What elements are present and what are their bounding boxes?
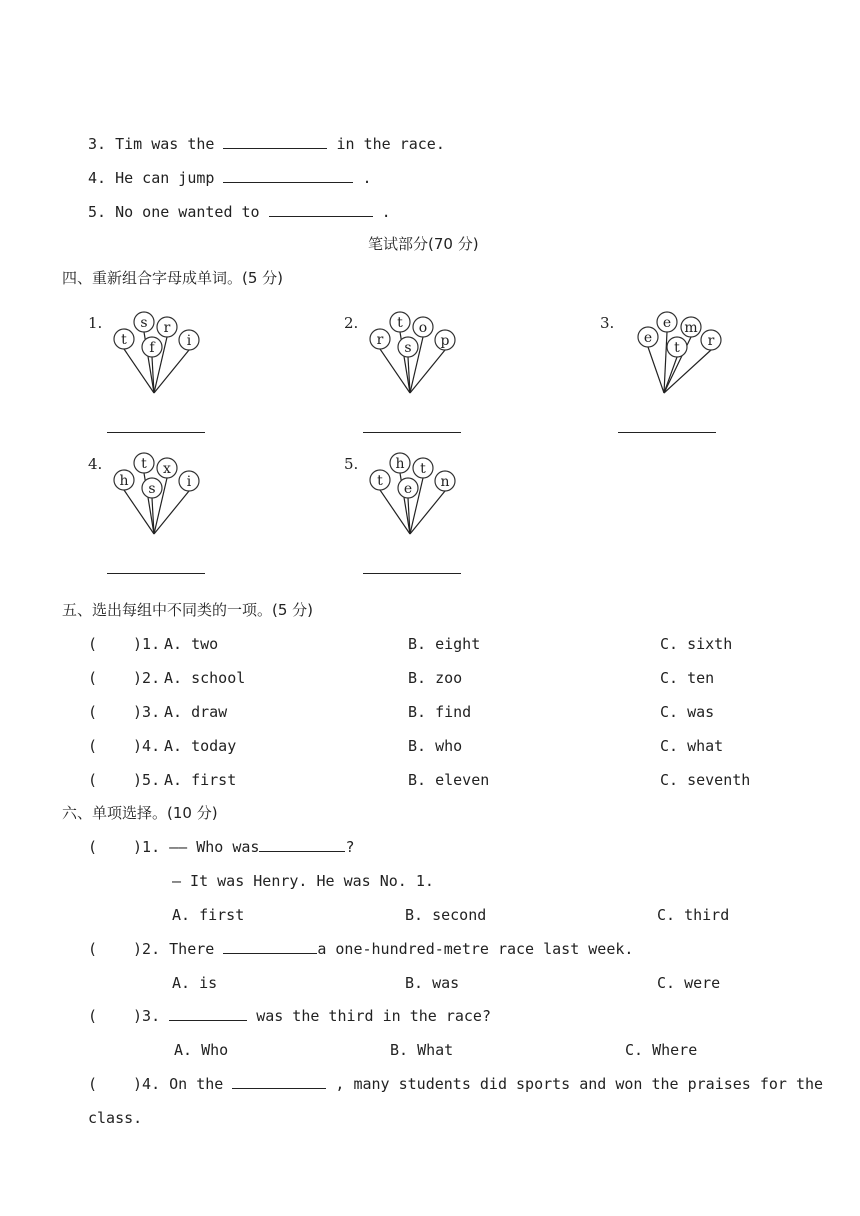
q3-option-a[interactable]: A. Who [174,1041,229,1059]
answer-blank[interactable] [259,837,345,852]
question-4: ( )4. On the , many students did sports and won the praises for the [88,1075,824,1093]
balloon-letter: t [121,332,127,348]
balloon-string [648,347,664,393]
paren-left: ( [88,703,98,721]
question-2: ( )2. There a one-hundred-metre race last week. [88,940,634,958]
q1-option-c[interactable]: C. third [657,906,730,924]
item-2-option-c[interactable]: C. ten [660,669,715,687]
balloon-group-number: 1. [88,314,103,332]
odd-one-out-item-2: ( )2. [88,669,161,687]
balloon-string [664,350,711,393]
paren-left: ( [88,737,98,755]
section6-heading: 六、单项选择。(10 分) [62,804,218,822]
item-5-option-c[interactable]: C. seventh [660,771,751,789]
balloon-letter: t [420,461,426,477]
question-3: ( )3. was the third in the race? [88,1007,491,1025]
balloon-letter: r [376,332,384,348]
q2-option-b[interactable]: B. was [405,974,460,992]
answer-blank[interactable] [232,1074,326,1089]
balloon-letter: s [140,315,148,331]
answer-blank[interactable] [223,168,353,183]
balloon-letter: h [395,456,405,472]
section4-heading: 四、重新组合字母成单词。(5 分) [62,269,284,287]
section5-heading: 五、选出每组中不同类的一项。(5 分) [62,601,314,619]
question-1: ( )1. —— Who was ? [88,838,355,856]
answer-line-1[interactable] [107,432,205,433]
question-1-dialog: — It was Henry. He was No. 1. [172,872,434,890]
item-2-option-b[interactable]: B. zoo [408,669,463,687]
answer-blank[interactable] [223,134,327,149]
item-1-option-b[interactable]: B. eight [408,635,481,653]
balloon-letter: t [674,340,680,356]
item-3-option-a[interactable]: A. draw [164,703,228,721]
odd-one-out-item-5: ( )5. [88,771,161,789]
answer-blank[interactable] [169,1006,247,1021]
written-part-title: 笔试部分(70 分) [368,235,479,253]
balloon-letter: n [440,474,450,490]
answer-blank[interactable] [269,202,373,217]
balloon-letter: t [397,315,403,331]
balloon-letter: e [403,481,413,497]
balloon-group-number: 5. [344,455,359,473]
item-4-option-c[interactable]: C. what [660,737,724,755]
item-1-option-a[interactable]: A. two [164,635,219,653]
item-5-option-b[interactable]: B. eleven [408,771,490,789]
balloon-letter: f [149,340,155,356]
balloon-letter: o [418,320,428,336]
balloon-letter: t [377,473,383,489]
q1-option-b[interactable]: B. second [405,906,487,924]
q2-option-c[interactable]: C. were [657,974,721,992]
paren-left: ( [88,1007,98,1025]
fill-item-3: 3. Tim was the in the race. [88,135,445,153]
balloon-group-5 [344,451,474,561]
paren-left: ( [88,940,98,958]
odd-one-out-item-3: ( )3. [88,703,161,721]
question-4-continuation: class. [88,1109,143,1127]
item-3-option-b[interactable]: B. find [408,703,472,721]
q1-option-a[interactable]: A. first [172,906,245,924]
paren-left: ( [88,771,98,789]
answer-blank[interactable] [223,939,317,954]
balloon-group-3 [600,310,730,420]
balloon-letter: s [148,481,156,497]
answer-line-3[interactable] [618,432,716,433]
balloon-group-number: 3. [600,314,615,332]
balloon-letter: s [404,340,412,356]
item-1-option-c[interactable]: C. sixth [660,635,733,653]
item-3-option-c[interactable]: C. was [660,703,715,721]
item-2-option-a[interactable]: A. school [164,669,246,687]
answer-line-4[interactable] [107,573,205,574]
fill-item-4: 4. He can jump . [88,169,372,187]
item-5-option-a[interactable]: A. first [164,771,237,789]
paren-left: ( [88,635,98,653]
answer-line-2[interactable] [363,432,461,433]
odd-one-out-item-1: ( )1. [88,635,161,653]
balloon-letter: r [707,333,715,349]
q3-option-c[interactable]: C. Where [625,1041,698,1059]
answer-line-5[interactable] [363,573,461,574]
balloon-group-number: 2. [344,314,359,332]
balloon-group-2 [344,310,474,420]
balloon-group-1 [88,310,218,420]
balloon-group-4 [88,451,218,561]
balloon-letter: r [163,320,171,336]
fill-item-5: 5. No one wanted to . [88,203,391,221]
balloon-letter: i [186,474,192,490]
balloon-letter: x [163,461,171,477]
balloon-letter: t [141,456,147,472]
q2-option-a[interactable]: A. is [172,974,218,992]
paren-left: ( [88,1075,98,1093]
balloon-letter: i [186,333,192,349]
balloon-letter: h [119,473,129,489]
balloon-letter: p [440,333,450,349]
balloon-letter: e [643,330,653,346]
balloon-letter: e [662,315,672,331]
balloon-group-number: 4. [88,455,103,473]
odd-one-out-item-4: ( )4. [88,737,161,755]
paren-left: ( [88,838,98,856]
item-4-option-a[interactable]: A. today [164,737,237,755]
balloon-letter: m [684,320,698,336]
balloon-string [664,332,667,393]
paren-left: ( [88,669,98,687]
item-4-option-b[interactable]: B. who [408,737,463,755]
q3-option-b[interactable]: B. What [390,1041,454,1059]
